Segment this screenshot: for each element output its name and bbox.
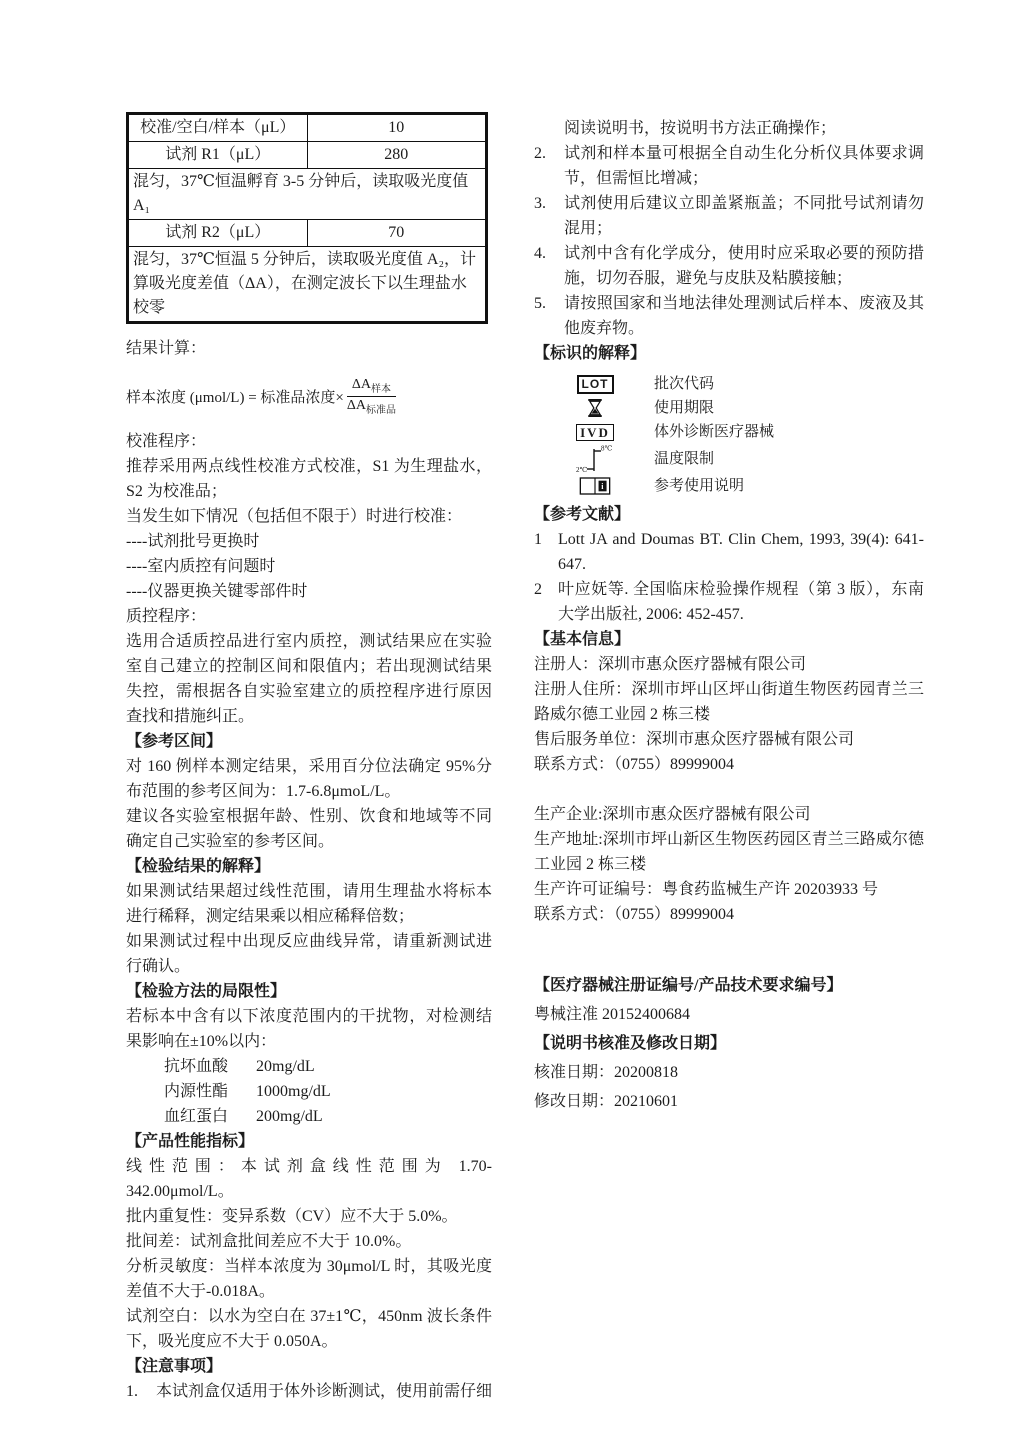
right-column (534, 112, 924, 1404)
calibration-line: ----室内质控有问题时 (126, 558, 276, 575)
precaution-text: 试剂使用后建议立即盖紧瓶盖；不同批号试剂请勿混用； (564, 195, 924, 237)
precaution-number: 5. (534, 295, 546, 312)
section-title-reference-interval: 【参考区间】 (126, 733, 223, 750)
manufacturing-paragraph: 生产企业:深圳市惠众医疗器械有限公司 (534, 806, 811, 823)
calibration-line: 当发生如下情况（包括但不限于）时进行校准： (126, 508, 463, 525)
precaution-number: 2. (534, 145, 546, 162)
table-row (128, 220, 487, 247)
reference-text: Lott JA and Doumas BT. Clin Chem, 1993, 39(4): 641-647. (558, 531, 924, 573)
paragraph: 试剂空白：以水为空白在 37±1℃，450nm 波长条件下，吸光度应不大于 0.050A。 (126, 1308, 492, 1350)
precaution-text: 试剂中含有化学成分，使用时应采取必要的预防措施，切勿吞服，避免与皮肤及粘膜接触； (564, 245, 924, 287)
svg-text:2℃: 2℃ (576, 466, 588, 474)
paragraph: 线性范围：本试剂盒线性范围为 1.70-342.00μmol/L。 (126, 1158, 492, 1200)
basic-info-paragraph: 注册人住所：深圳市坪山区坪山街道生物医药园青兰三路威尔德工业园 2 栋三楼 (534, 681, 924, 723)
interferent-row (164, 1079, 492, 1104)
registration-number: 粤械注准 20152400684 (534, 1006, 691, 1023)
reference-text: 叶应妩等. 全国临床检验操作规程（第 3 版），东南大学出版社, 2006: 452-457. (558, 581, 924, 623)
interferent-name: 血红蛋白 (164, 1108, 229, 1125)
symbol-label: 体外诊断医疗器械 (654, 424, 775, 440)
precaution-item (534, 141, 924, 191)
interferent-row (164, 1104, 492, 1129)
formula-lhs: 样本浓度 (μmol/L) = 标准品浓度× (126, 389, 344, 406)
hourglass-icon (562, 398, 628, 418)
svg-text:8℃: 8℃ (601, 444, 613, 453)
calibration-line: 校准程序： (126, 433, 207, 450)
reference-number: 2 (534, 581, 542, 598)
symbol-label: 使用期限 (654, 400, 715, 416)
precaution-number: 3. (534, 195, 546, 212)
precaution-text: 试剂和样本量可根据全自动生化分析仪具体要求调节，但需恒比增减； (564, 145, 924, 187)
precaution-number: 4. (534, 245, 546, 262)
section-title-references: 【参考文献】 (534, 506, 631, 523)
basic-info-paragraph: 注册人：深圳市惠众医疗器械有限公司 (534, 656, 807, 673)
section-title-precautions: 【注意事项】 (126, 1358, 223, 1375)
basic-info-paragraph: 售后服务单位：深圳市惠众医疗器械有限公司 (534, 731, 855, 748)
calibration-line: 推荐采用两点线性校准方式校准，S1 为生理盐水，S2 为校准品； (126, 458, 492, 500)
interferent-value: 200mg/dL (256, 1108, 323, 1125)
ivd-icon: IVD (562, 424, 628, 441)
paragraph: 如果测试过程中出现反应曲线异常，请重新测试进行确认。 (126, 933, 492, 975)
interferent-value: 1000mg/dL (256, 1083, 331, 1100)
symbol-label: 批次代码 (654, 376, 715, 392)
section-title-result-interpretation: 【检验结果的解释】 (126, 858, 271, 875)
section-title-approval-dates: 【说明书核准及修改日期】 (534, 1035, 727, 1052)
paragraph: 分析灵敏度：当样本浓度为 30μmol/L 时，其吸光度差值不大于-0.018A。 (126, 1258, 492, 1300)
symbol-label: 温度限制 (654, 451, 715, 467)
symbol-row (562, 372, 924, 396)
precaution-item (534, 191, 924, 241)
reference-item (534, 577, 924, 627)
spacer (534, 927, 924, 973)
paragraph: 若标本中含有以下浓度范围内的干扰物，对检测结果影响在±10%以内： (126, 1008, 492, 1050)
symbol-row (562, 420, 924, 444)
interferent-value: 20mg/dL (256, 1058, 315, 1075)
section-title-symbols: 【标识的解释】 (534, 345, 647, 362)
table-cell-value: 280 (307, 142, 487, 169)
section-title-registration: 【医疗器械注册证编号/产品技术要求编号】 (534, 977, 843, 994)
paragraph: 对 160 例样本测定结果，采用百分位法确定 95%分布范围的参考区间为：1.7-6.8μmoL/L。 (126, 758, 492, 800)
precaution-text: 本试剂盒仅适用于体外诊断测试，使用前需仔细 (156, 1383, 493, 1400)
manufacturing-paragraph: 生产许可证编号：粤食药监械生产许 20203933 号 (534, 881, 879, 898)
modification-date: 修改日期：20210601 (534, 1093, 679, 1110)
fraction-denominator: $\Delta A_{标准品}$ (346, 397, 396, 416)
paragraph: 如果测试结果超过线性范围，请用生理盐水将标本进行稀释，测定结果乘以相应稀释倍数； (126, 883, 492, 925)
precaution-number: 1. (126, 1383, 138, 1400)
manufacturing-paragraph: 联系方式：（0755）89999004 (534, 906, 735, 923)
precaution-text: 请按照国家和当地法律处理测试后样本、废液及其他废弃物。 (564, 295, 924, 337)
interferent-row (164, 1054, 492, 1079)
approval-date: 核准日期：20200818 (534, 1064, 679, 1081)
page-content (126, 112, 924, 1404)
section-title-performance: 【产品性能指标】 (126, 1133, 255, 1150)
lot-icon: LOT (562, 375, 628, 394)
symbol-row (562, 396, 924, 420)
result-calc-label: 结果计算： (126, 340, 207, 357)
symbol-label: 参考使用说明 (654, 478, 745, 494)
symbols-block (534, 366, 924, 502)
interferent-name: 内源性酯 (164, 1083, 229, 1100)
precaution-item (126, 1379, 492, 1404)
table-cell-label: 试剂 R2（μL） (128, 220, 308, 247)
calibration-line: ----试剂批号更换时 (126, 533, 260, 550)
consult-instructions-icon (562, 476, 628, 496)
fraction-numerator: $\Delta A_{样本}$ (347, 377, 396, 397)
table-cell-label: 校准/空白/样本（μL） (128, 114, 308, 142)
paragraph: 建议各实验室根据年龄、性别、饮食和地域等不同确定自己实验室的参考区间。 (126, 808, 492, 850)
precaution-item (534, 241, 924, 291)
table-row (128, 114, 487, 142)
table-row (128, 169, 487, 220)
section-title-basic-info: 【基本信息】 (534, 631, 631, 648)
temperature-limit-icon (562, 444, 628, 474)
reference-item (534, 527, 924, 577)
reference-number: 1 (534, 531, 542, 548)
calibration-line: 选用合适质控品进行室内质控，测试结果应在实验室自己建立的控制区间和限值内；若出现测试结果失控，需根据各自实验室建立的质控程序进行原因查找和措施纠正。 (126, 633, 492, 725)
paragraph: 批内重复性：变异系数（CV）应不大于 5.0%。 (126, 1208, 458, 1225)
symbol-row (562, 474, 924, 498)
basic-info-paragraph: 联系方式：（0755）89999004 (534, 756, 735, 773)
section-title-limitations: 【检验方法的局限性】 (126, 983, 287, 1000)
table-row (128, 247, 487, 323)
manufacturing-paragraph: 生产地址:深圳市坪山新区生物医药园区青兰三路威尔德工业园 2 栋三楼 (534, 831, 924, 873)
calibration-line: ----仪器更换关键零部件时 (126, 583, 308, 600)
table-cell-span: 混匀，37℃恒温 5 分钟后，读取吸光度值 A₂，计算吸光度差值（ΔA），在测定波长下以生理盐水校零 (128, 247, 487, 323)
left-column (126, 112, 492, 1404)
table-cell-value: 10 (307, 114, 487, 142)
svg-text:i: i (601, 482, 604, 492)
precaution-continuation: 阅读说明书，按说明书方法正确操作； (564, 120, 837, 137)
concentration-formula (126, 365, 492, 427)
table-row (128, 142, 487, 169)
interferent-name: 抗坏血酸 (164, 1058, 229, 1075)
symbol-row (562, 444, 924, 474)
table-cell-label: 试剂 R1（μL） (128, 142, 308, 169)
calibration-line: 质控程序： (126, 608, 207, 625)
table-cell-value: 70 (307, 220, 487, 247)
table-cell-span: 混匀，37℃恒温孵育 3-5 分钟后，读取吸光度值 A₁ (128, 169, 487, 220)
precaution-item (534, 291, 924, 341)
spacer (534, 777, 924, 802)
procedure-table (126, 112, 488, 324)
paragraph: 批间差：试剂盒批间差应不大于 10.0%。 (126, 1233, 412, 1250)
formula-fraction (347, 377, 396, 416)
